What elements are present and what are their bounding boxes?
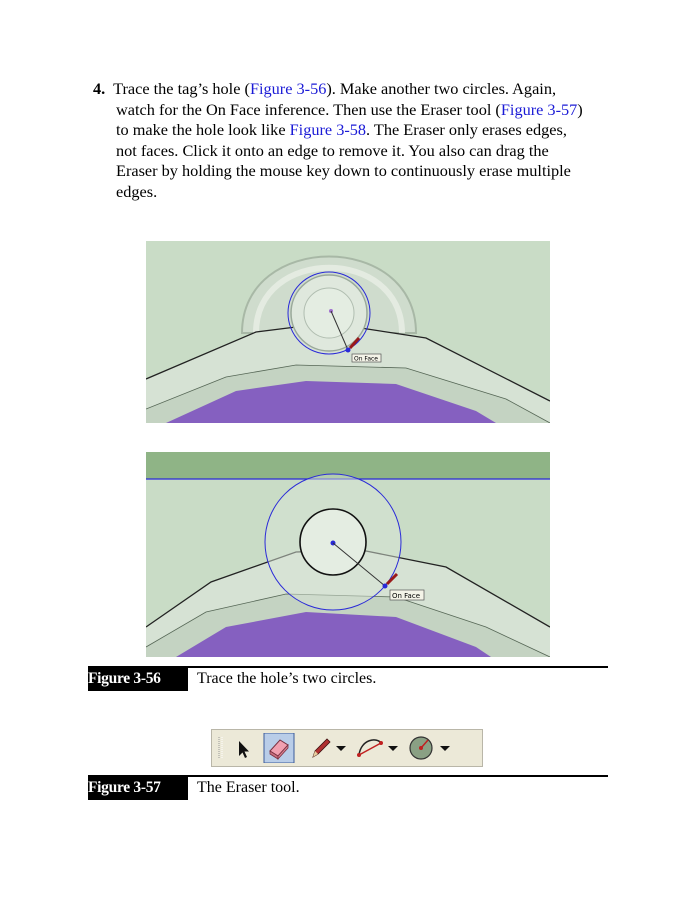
- on-face-point: [346, 348, 351, 353]
- step-paragraph: [93, 79, 613, 203]
- caption-text-3-56: Trace the hole’s two circles.: [197, 670, 377, 687]
- step-line-6: edges.: [116, 181, 158, 201]
- pencil-icon[interactable]: [307, 733, 333, 763]
- link-figure-3-58[interactable]: Figure 3-58: [289, 120, 367, 140]
- toolbar-grip-icon[interactable]: [215, 733, 227, 763]
- circle-icon[interactable]: [406, 733, 436, 763]
- step-line-1: 4. Trace the tag’s hole (Figure 3-56). Make another two circles. Again,: [93, 79, 557, 98]
- sketchup-toolbar: [211, 729, 483, 767]
- caption-label-3-57: Figure 3-57: [88, 776, 188, 800]
- select-arrow-icon[interactable]: [230, 733, 256, 763]
- pencil-dropdown-icon[interactable]: [334, 733, 348, 763]
- step-line-5: Eraser by holding the mouse key down to continuously erase multiple: [116, 161, 571, 181]
- step-line-2: watch for the On Face inference. Then use the Eraser tool (Figure 3-57): [116, 99, 583, 119]
- tooltip-on-face: On Face: [392, 592, 420, 600]
- step-line-4: not faces. Click it onto an edge to remove it. You also can drag the: [116, 140, 549, 160]
- circle-dropdown-icon[interactable]: [438, 733, 452, 763]
- arc-dropdown-icon[interactable]: [386, 733, 400, 763]
- link-figure-3-56[interactable]: Figure 3-56: [249, 79, 327, 98]
- caption-label-3-56: Figure 3-56: [88, 667, 188, 691]
- top-band: [146, 452, 550, 479]
- caption-text-3-57: The Eraser tool.: [197, 779, 300, 796]
- figure-trace-hole-screenshot-1: [146, 241, 550, 423]
- step-line-3: to make the hole look like Figure 3-58. The Eraser only erases edges,: [116, 120, 567, 140]
- figure-trace-hole-screenshot-2: [146, 452, 550, 657]
- step-number: 4.: [93, 79, 106, 98]
- eraser-icon[interactable]: [263, 733, 295, 763]
- arc-icon[interactable]: [355, 733, 385, 763]
- hole-inner: [304, 288, 354, 338]
- link-figure-3-57[interactable]: Figure 3-57: [500, 99, 578, 119]
- tooltip-on-face: On Face: [354, 355, 378, 363]
- on-face-point: [383, 584, 388, 589]
